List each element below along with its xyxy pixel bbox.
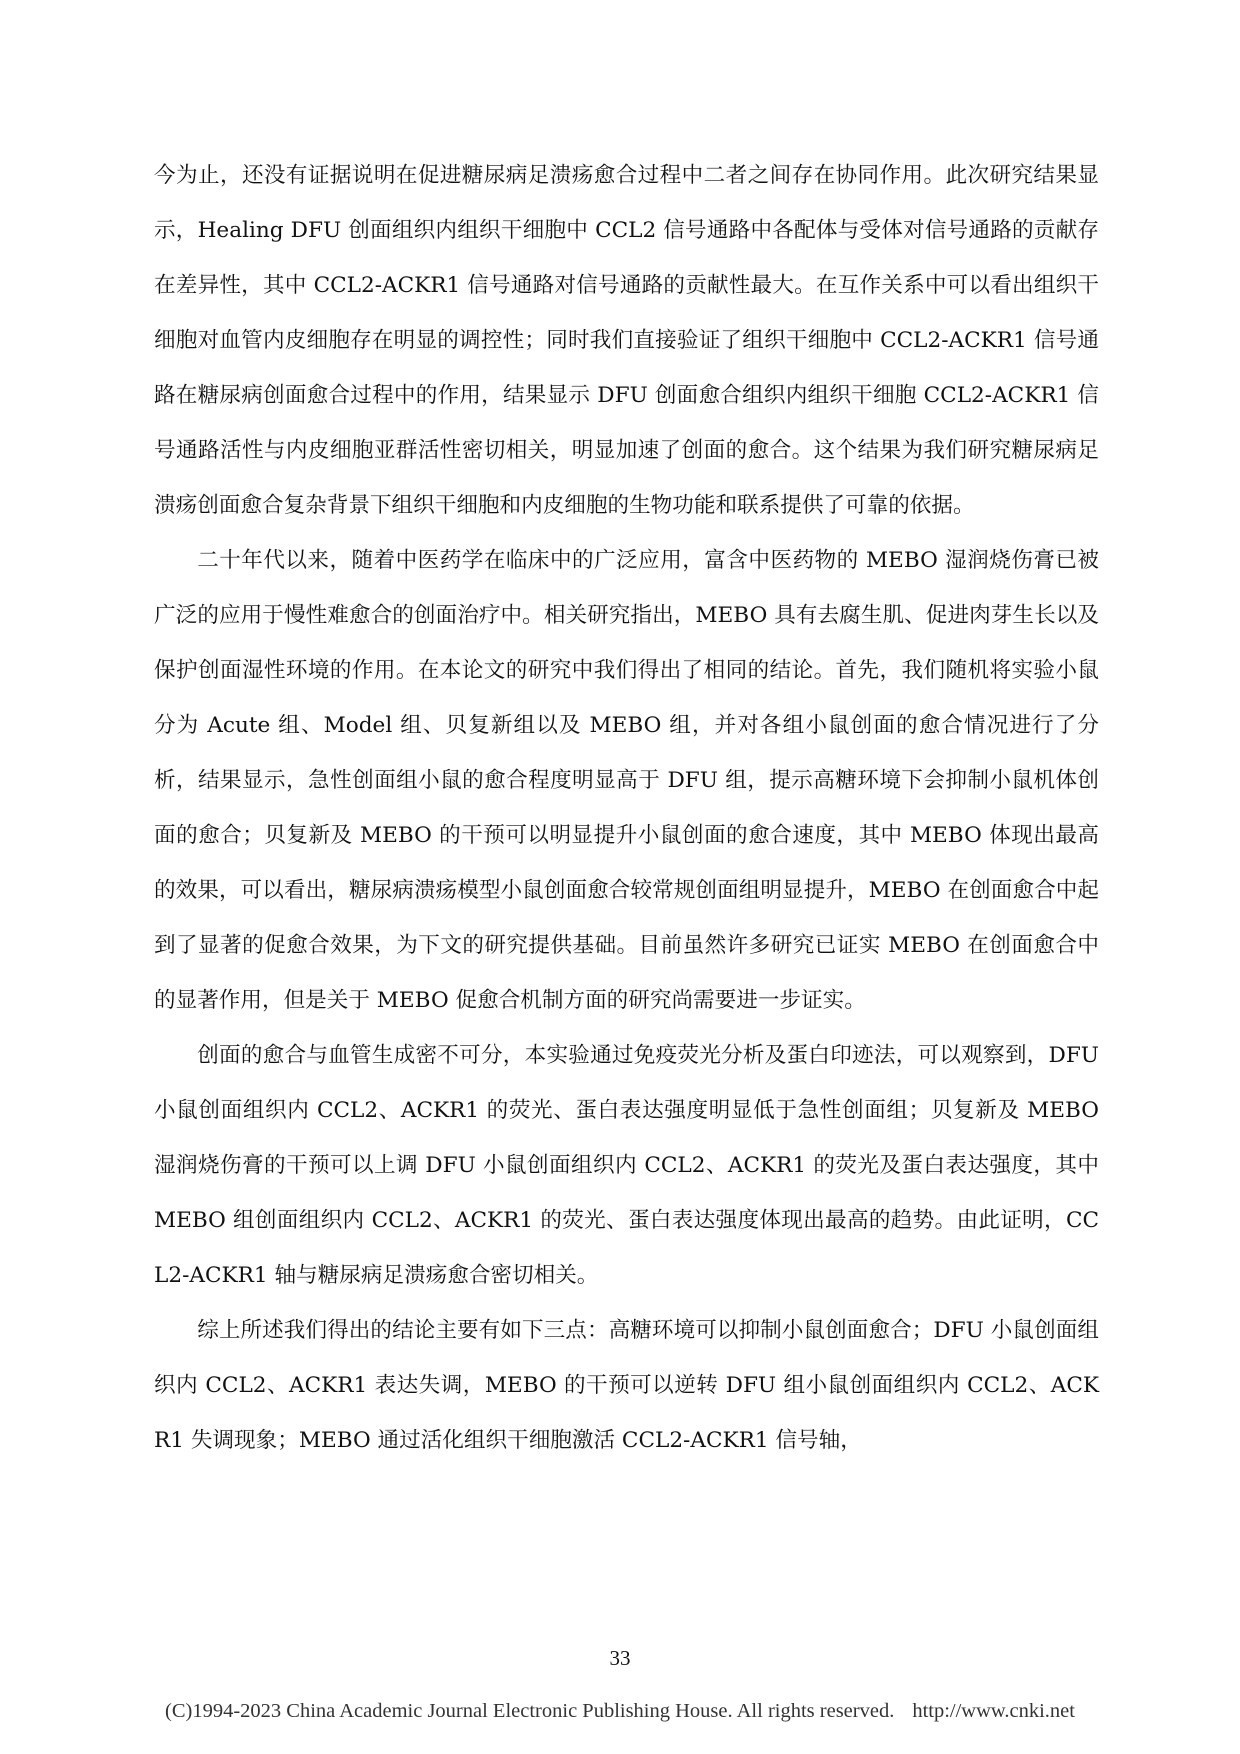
copyright-footer xyxy=(0,1700,1240,1723)
page-number: 33 xyxy=(609,1646,631,1670)
document-body xyxy=(154,148,1099,1468)
paragraph-3: 创面的愈合与血管生成密不可分，本实验通过免疫荧光分析及蛋白印迹法，可以观察到，DFU 小鼠创面组织内 CCL2、ACKR1 的荧光、蛋白表达强度明显低于急性创面组；贝复新及 MEBO 湿润烧伤膏的干预可以上调 DFU 小鼠创面组织内 CCL2、ACKR1 的荧光及蛋白表达强度，其中 MEBO 组创面组织内 CCL2、ACKR1 的荧光、蛋白表达强度体现出最高的趋势。由此证明，CCL2-ACKR1 轴与糖尿病足溃疡愈合密切相关。 xyxy=(154,1043,1099,1288)
paragraph-1: 今为止，还没有证据说明在促进糖尿病足溃疡愈合过程中二者之间存在协同作用。此次研究结果显示，Healing DFU 创面组织内组织干细胞中 CCL2 信号通路中各配体与受体对信号通路的贡献存在差异性，其中 CCL2-ACKR1 信号通路对信号通路的贡献性最大。在互作关系中可以看出组织干细胞对血管内皮细胞存在明显的调控性；同时我们直接验证了组织干细胞中 CCL2-ACKR1 信号通路在糖尿病创面愈合过程中的作用，结果显示 DFU 创面愈合组织内组织干细胞 CCL2-ACKR1 信号通路活性与内皮细胞亚群活性密切相关，明显加速了创面的愈合。这个结果为我们研究糖尿病足溃疡创面愈合复杂背景下组织干细胞和内皮细胞的生物功能和联系提供了可靠的依据。 xyxy=(154,163,1099,518)
paragraph-2: 二十年代以来，随着中医药学在临床中的广泛应用，富含中医药物的 MEBO 湿润烧伤膏已被广泛的应用于慢性难愈合的创面治疗中。相关研究指出，MEBO 具有去腐生肌、促进肉芽生长以及保护创面湿性环境的作用。在本论文的研究中我们得出了相同的结论。首先，我们随机将实验小鼠分为 Acute 组、Model 组、贝复新组以及 MEBO 组，并对各组小鼠创面的愈合情况进行了分析，结果显示，急性创面组小鼠的愈合程度明显高于 DFU 组，提示高糖环境下会抑制小鼠机体创面的愈合；贝复新及 MEBO 的干预可以明显提升小鼠创面的愈合速度，其中 MEBO 体现出最高的效果，可以看出，糖尿病溃疡模型小鼠创面愈合较常规创面组明显提升，MEBO 在创面愈合中起到了显著的促愈合效果，为下文的研究提供基础。目前虽然许多研究已证实 MEBO 在创面愈合中的显著作用，但是关于 MEBO 促愈合机制方面的研究尚需要进一步证实。 xyxy=(154,548,1099,1013)
paragraph-4: 综上所述我们得出的结论主要有如下三点：高糖环境可以抑制小鼠创面愈合；DFU 小鼠创面组织内 CCL2、ACKR1 表达失调，MEBO 的干预可以逆转 DFU 组小鼠创面组织内 CCL2、ACKR1 失调现象；MEBO 通过活化组织干细胞激活 CCL2-ACKR1 信号轴， xyxy=(154,1318,1099,1453)
footer-url: http://www.cnki.net xyxy=(912,1700,1075,1722)
copyright-text: (C)1994-2023 China Academic Journal Electronic Publishing House. All rights reserved. xyxy=(165,1700,895,1722)
